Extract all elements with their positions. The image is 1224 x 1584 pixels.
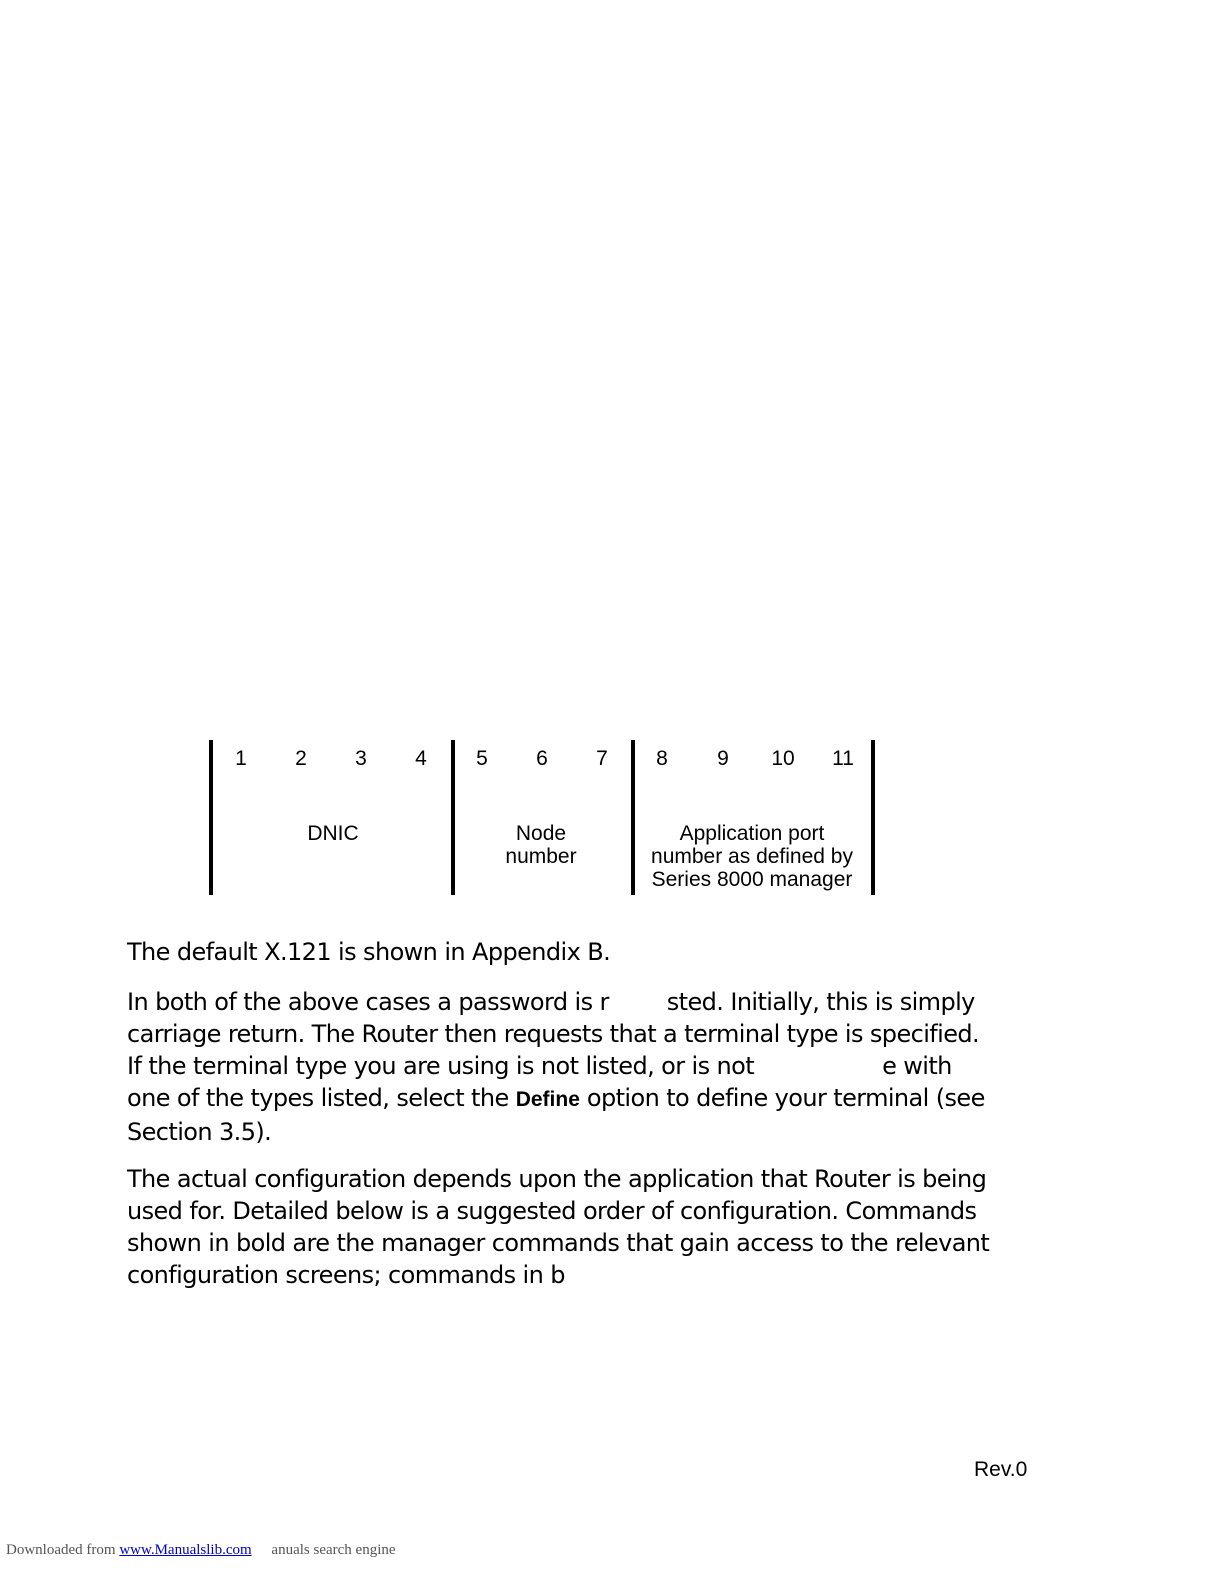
paragraph-password — [127, 986, 1067, 1148]
digit-4: 4 — [415, 747, 427, 770]
divider-dnic-node — [451, 740, 455, 895]
text-line: The actual configuration depends upon the application that Router is being — [127, 1165, 987, 1193]
segment-label-app-port — [637, 822, 867, 891]
text-fragment: option to define your terminal (see — [586, 1084, 985, 1112]
segment-label-node — [471, 822, 611, 868]
digit-3: 3 — [355, 747, 367, 770]
segment-label-line: DNIC — [307, 822, 359, 845]
text-fragment: In both of the above cases a password is r — [127, 988, 609, 1016]
text-fragment: sted. Initially, this is simply — [666, 988, 975, 1016]
digit-9: 9 — [717, 747, 729, 770]
segment-label-dnic — [253, 822, 413, 845]
x121-address-diagram — [209, 740, 877, 896]
text-fragment: one of the types listed, select the — [127, 1084, 509, 1112]
manualslib-link[interactable]: www.Manualslib.com — [119, 1542, 252, 1558]
define-command: Define — [515, 1088, 580, 1111]
text-line: shown in bold are the manager commands that gain access to the relevant — [127, 1229, 990, 1257]
text-line: Section 3.5). — [127, 1118, 272, 1146]
footer-prefix: Downloaded from — [6, 1542, 116, 1558]
segment-label-line: Node — [515, 822, 567, 845]
digit-7: 7 — [596, 747, 608, 770]
text-line: used for. Detailed below is a suggested order of configuration. Commands — [127, 1197, 977, 1225]
digit-11: 11 — [832, 747, 854, 770]
divider-node-port — [631, 740, 635, 895]
text-line — [127, 1082, 1067, 1116]
download-footer — [6, 1542, 396, 1559]
segment-label-line: Series 8000 manager — [651, 868, 853, 891]
text-line — [127, 986, 1067, 1018]
text-line — [127, 1050, 1067, 1082]
text-fragment: If the terminal type you are using is not listed, or is not — [127, 1052, 755, 1080]
text-line: The default X.121 is shown in Appendix B. — [127, 938, 611, 966]
digit-6: 6 — [536, 747, 548, 770]
segment-label-line: number as defined by — [651, 845, 853, 868]
revision-label: Rev.0 — [974, 1458, 1028, 1481]
text-line: carriage return. The Router then requests that a terminal type is specified. — [127, 1020, 980, 1048]
digit-10: 10 — [771, 747, 795, 770]
divider-left — [209, 740, 213, 895]
segment-label-line: number — [505, 845, 577, 868]
digit-8: 8 — [656, 747, 668, 770]
paragraph-configuration — [127, 1163, 1067, 1291]
footer-tail: anuals search engine — [271, 1542, 396, 1558]
digit-2: 2 — [295, 747, 307, 770]
text-line: configuration screens; commands in b — [127, 1261, 565, 1289]
digit-1: 1 — [235, 747, 247, 770]
divider-right — [871, 740, 875, 895]
paragraph-appendix — [127, 936, 1067, 968]
digit-5: 5 — [476, 747, 488, 770]
text-fragment: e with — [882, 1052, 952, 1080]
segment-label-line: Application port — [679, 822, 825, 845]
